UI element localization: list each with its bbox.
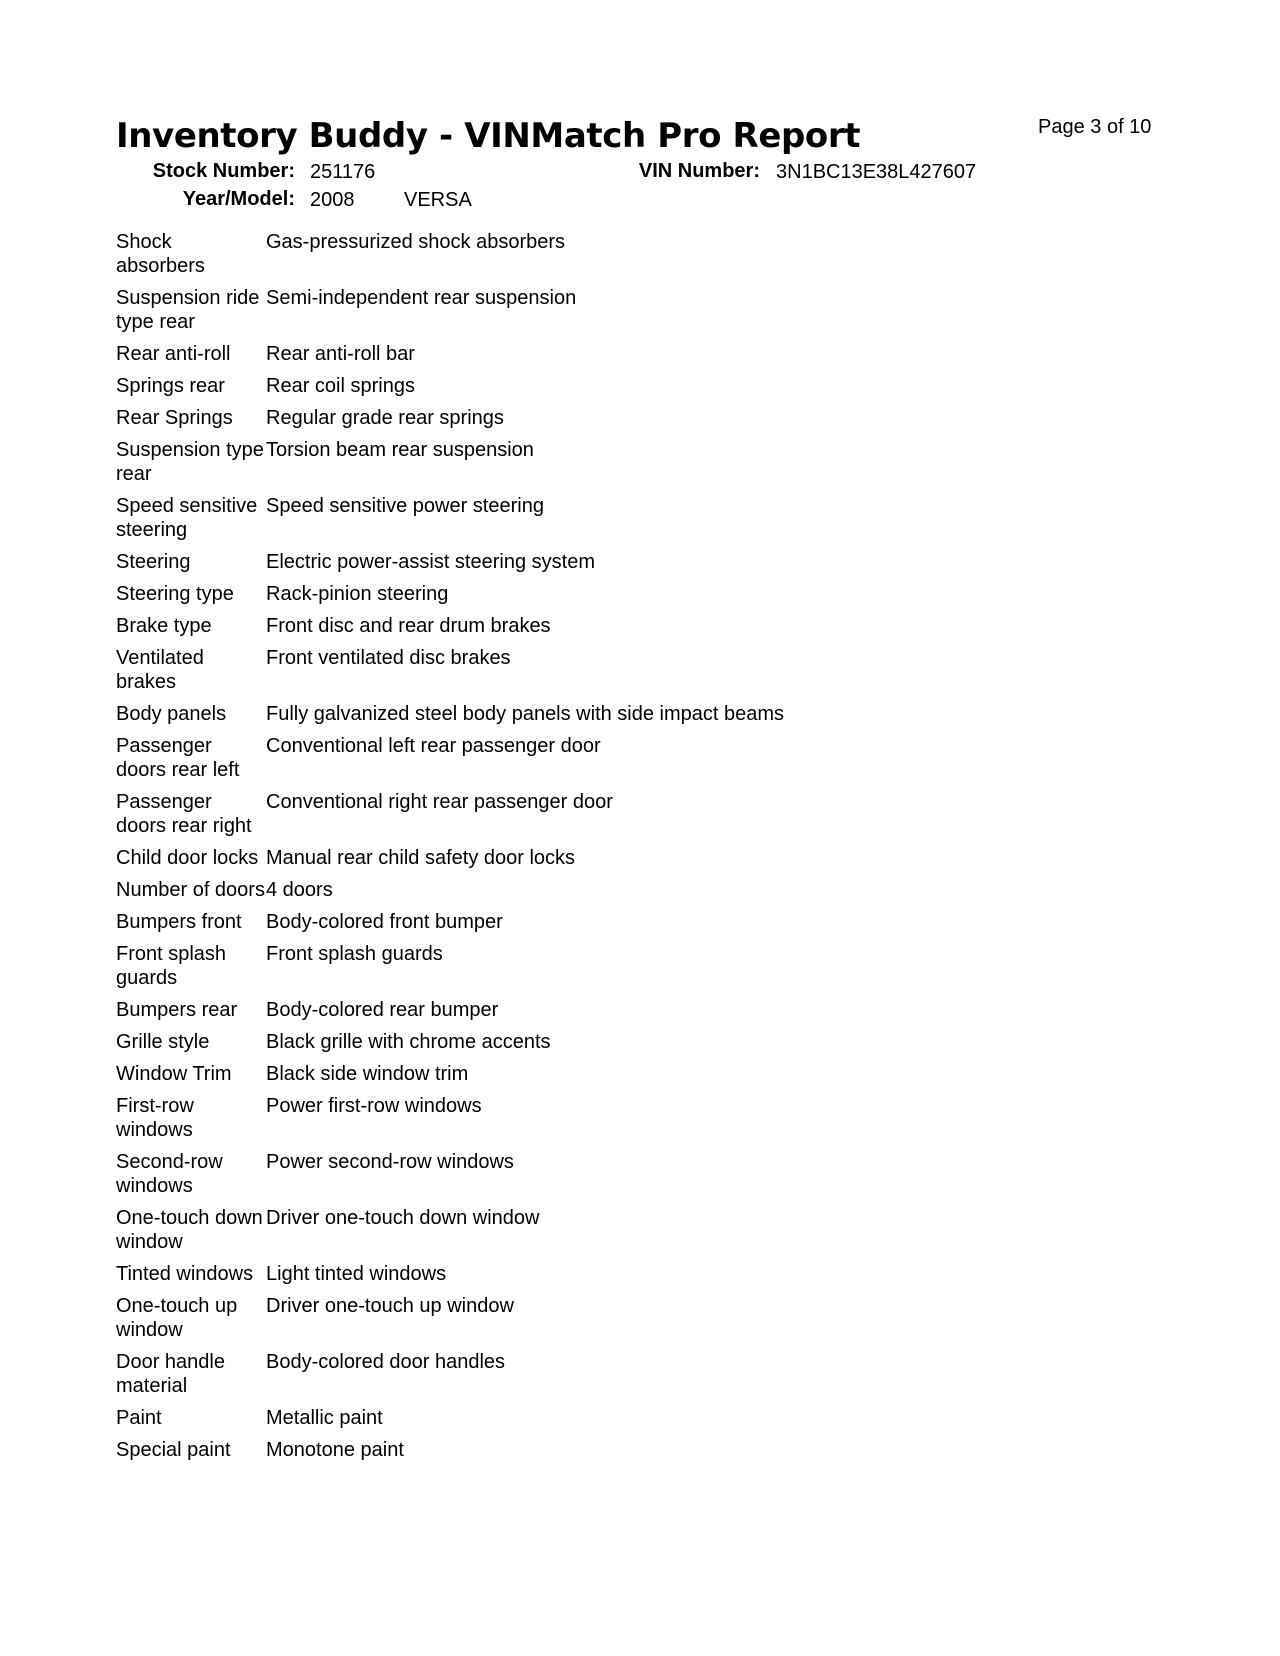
feature-name: Shock absorbers: [116, 231, 205, 277]
feature-name: Brake type: [116, 615, 212, 637]
feature-value: Light tinted windows: [266, 1263, 447, 1285]
feature-name: Bumpers rear: [116, 999, 238, 1021]
report-title: Inventory Buddy - VINMatch Pro Report: [116, 116, 861, 156]
feature-value: Rack-pinion steering: [266, 583, 449, 605]
feature-name: Steering type: [116, 583, 234, 605]
feature-value: Fully galvanized steel body panels with side impact beams: [266, 703, 785, 725]
page-number: Page 3 of 10: [1038, 116, 1152, 138]
feature-value: Front disc and rear drum brakes: [266, 615, 551, 637]
feature-value: Body-colored rear bumper: [266, 999, 499, 1021]
feature-name: Special paint: [116, 1439, 231, 1461]
stock-number-label: Stock Number:: [152, 160, 295, 182]
feature-value: Rear coil springs: [266, 375, 415, 397]
feature-value: 4 doors: [266, 879, 333, 901]
feature-row: [116, 1030, 1016, 1054]
feature-value: Conventional left rear passenger door: [266, 735, 601, 757]
feature-row: [116, 1350, 1016, 1398]
feature-name: Ventilated brakes: [116, 647, 204, 693]
feature-value: Regular grade rear springs: [266, 407, 504, 429]
feature-name: Second-row windows: [116, 1151, 223, 1197]
feature-row: [116, 550, 1016, 574]
feature-value: Body-colored front bumper: [266, 911, 503, 933]
feature-row: [116, 582, 1016, 606]
feature-value: Body-colored door handles: [266, 1351, 506, 1373]
feature-value: Black side window trim: [266, 1063, 469, 1085]
feature-name: Paint: [116, 1407, 162, 1429]
feature-row: [116, 790, 1016, 838]
feature-row: [116, 438, 1016, 486]
feature-value: Power first-row windows: [266, 1095, 482, 1117]
feature-row: [116, 374, 1016, 398]
feature-value: Speed sensitive power steering: [266, 495, 544, 517]
feature-value: Driver one-touch down window: [266, 1207, 540, 1229]
model-value: VERSA: [404, 189, 472, 211]
feature-value: Metallic paint: [266, 1407, 383, 1429]
feature-row: [116, 1262, 1016, 1286]
feature-value: Front ventilated disc brakes: [266, 647, 511, 669]
feature-row: [116, 878, 1016, 902]
feature-row: [116, 1438, 1016, 1462]
feature-value: Electric power-assist steering system: [266, 551, 595, 573]
feature-name: Speed sensitive steering: [116, 495, 258, 541]
feature-row: [116, 998, 1016, 1022]
feature-name: Front splash guards: [116, 943, 227, 989]
year-model-label: Year/Model:: [182, 188, 295, 210]
vin-number-value: 3N1BC13E38L427607: [776, 161, 977, 183]
feature-name: Number of doors: [116, 879, 265, 901]
feature-name: Door handle material: [116, 1351, 225, 1397]
feature-name: Grille style: [116, 1031, 210, 1053]
feature-name: Suspension type rear: [116, 439, 264, 485]
feature-value: Front splash guards: [266, 943, 443, 965]
feature-row: [116, 1062, 1016, 1086]
feature-name: Passenger doors rear left: [116, 735, 240, 781]
feature-value: Semi-independent rear suspension: [266, 287, 577, 309]
feature-row: [116, 286, 1016, 334]
feature-name: Body panels: [116, 703, 227, 725]
vin-number-label: VIN Number:: [638, 160, 760, 182]
feature-row: [116, 1150, 1016, 1198]
feature-row: [116, 1206, 1016, 1254]
feature-name: Window Trim: [116, 1063, 232, 1085]
feature-row: [116, 1406, 1016, 1430]
feature-row: [116, 942, 1016, 990]
feature-name: Passenger doors rear right: [116, 791, 252, 837]
feature-value: Black grille with chrome accents: [266, 1031, 551, 1053]
feature-name: Springs rear: [116, 375, 225, 397]
feature-value: Gas-pressurized shock absorbers: [266, 231, 566, 253]
feature-row: [116, 910, 1016, 934]
feature-name: First-row windows: [116, 1095, 194, 1141]
feature-row: [116, 1294, 1016, 1342]
feature-value: Rear anti-roll bar: [266, 343, 415, 365]
feature-name: One-touch down window: [116, 1207, 263, 1253]
feature-row: [116, 342, 1016, 366]
feature-row: [116, 614, 1016, 638]
feature-name: One-touch up window: [116, 1295, 238, 1341]
feature-value: Monotone paint: [266, 1439, 404, 1461]
feature-name: Child door locks: [116, 847, 259, 869]
feature-value: Manual rear child safety door locks: [266, 847, 576, 869]
feature-name: Suspension ride type rear: [116, 287, 260, 333]
feature-row: [116, 1094, 1016, 1142]
feature-value: Power second-row windows: [266, 1151, 514, 1173]
feature-value: Driver one-touch up window: [266, 1295, 514, 1317]
feature-name: Bumpers front: [116, 911, 242, 933]
feature-name: Rear anti-roll: [116, 343, 231, 365]
feature-row: [116, 702, 1016, 726]
feature-list: [116, 230, 1016, 1470]
feature-row: [116, 406, 1016, 430]
feature-name: Steering: [116, 551, 191, 573]
stock-number-value: 251176: [310, 161, 376, 183]
feature-row: [116, 734, 1016, 782]
feature-row: [116, 494, 1016, 542]
feature-row: [116, 646, 1016, 694]
year-value: 2008: [310, 189, 355, 211]
feature-value: Torsion beam rear suspension: [266, 439, 534, 461]
feature-value: Conventional right rear passenger door: [266, 791, 613, 813]
feature-row: [116, 230, 1016, 278]
feature-name: Rear Springs: [116, 407, 233, 429]
feature-row: [116, 846, 1016, 870]
feature-name: Tinted windows: [116, 1263, 254, 1285]
